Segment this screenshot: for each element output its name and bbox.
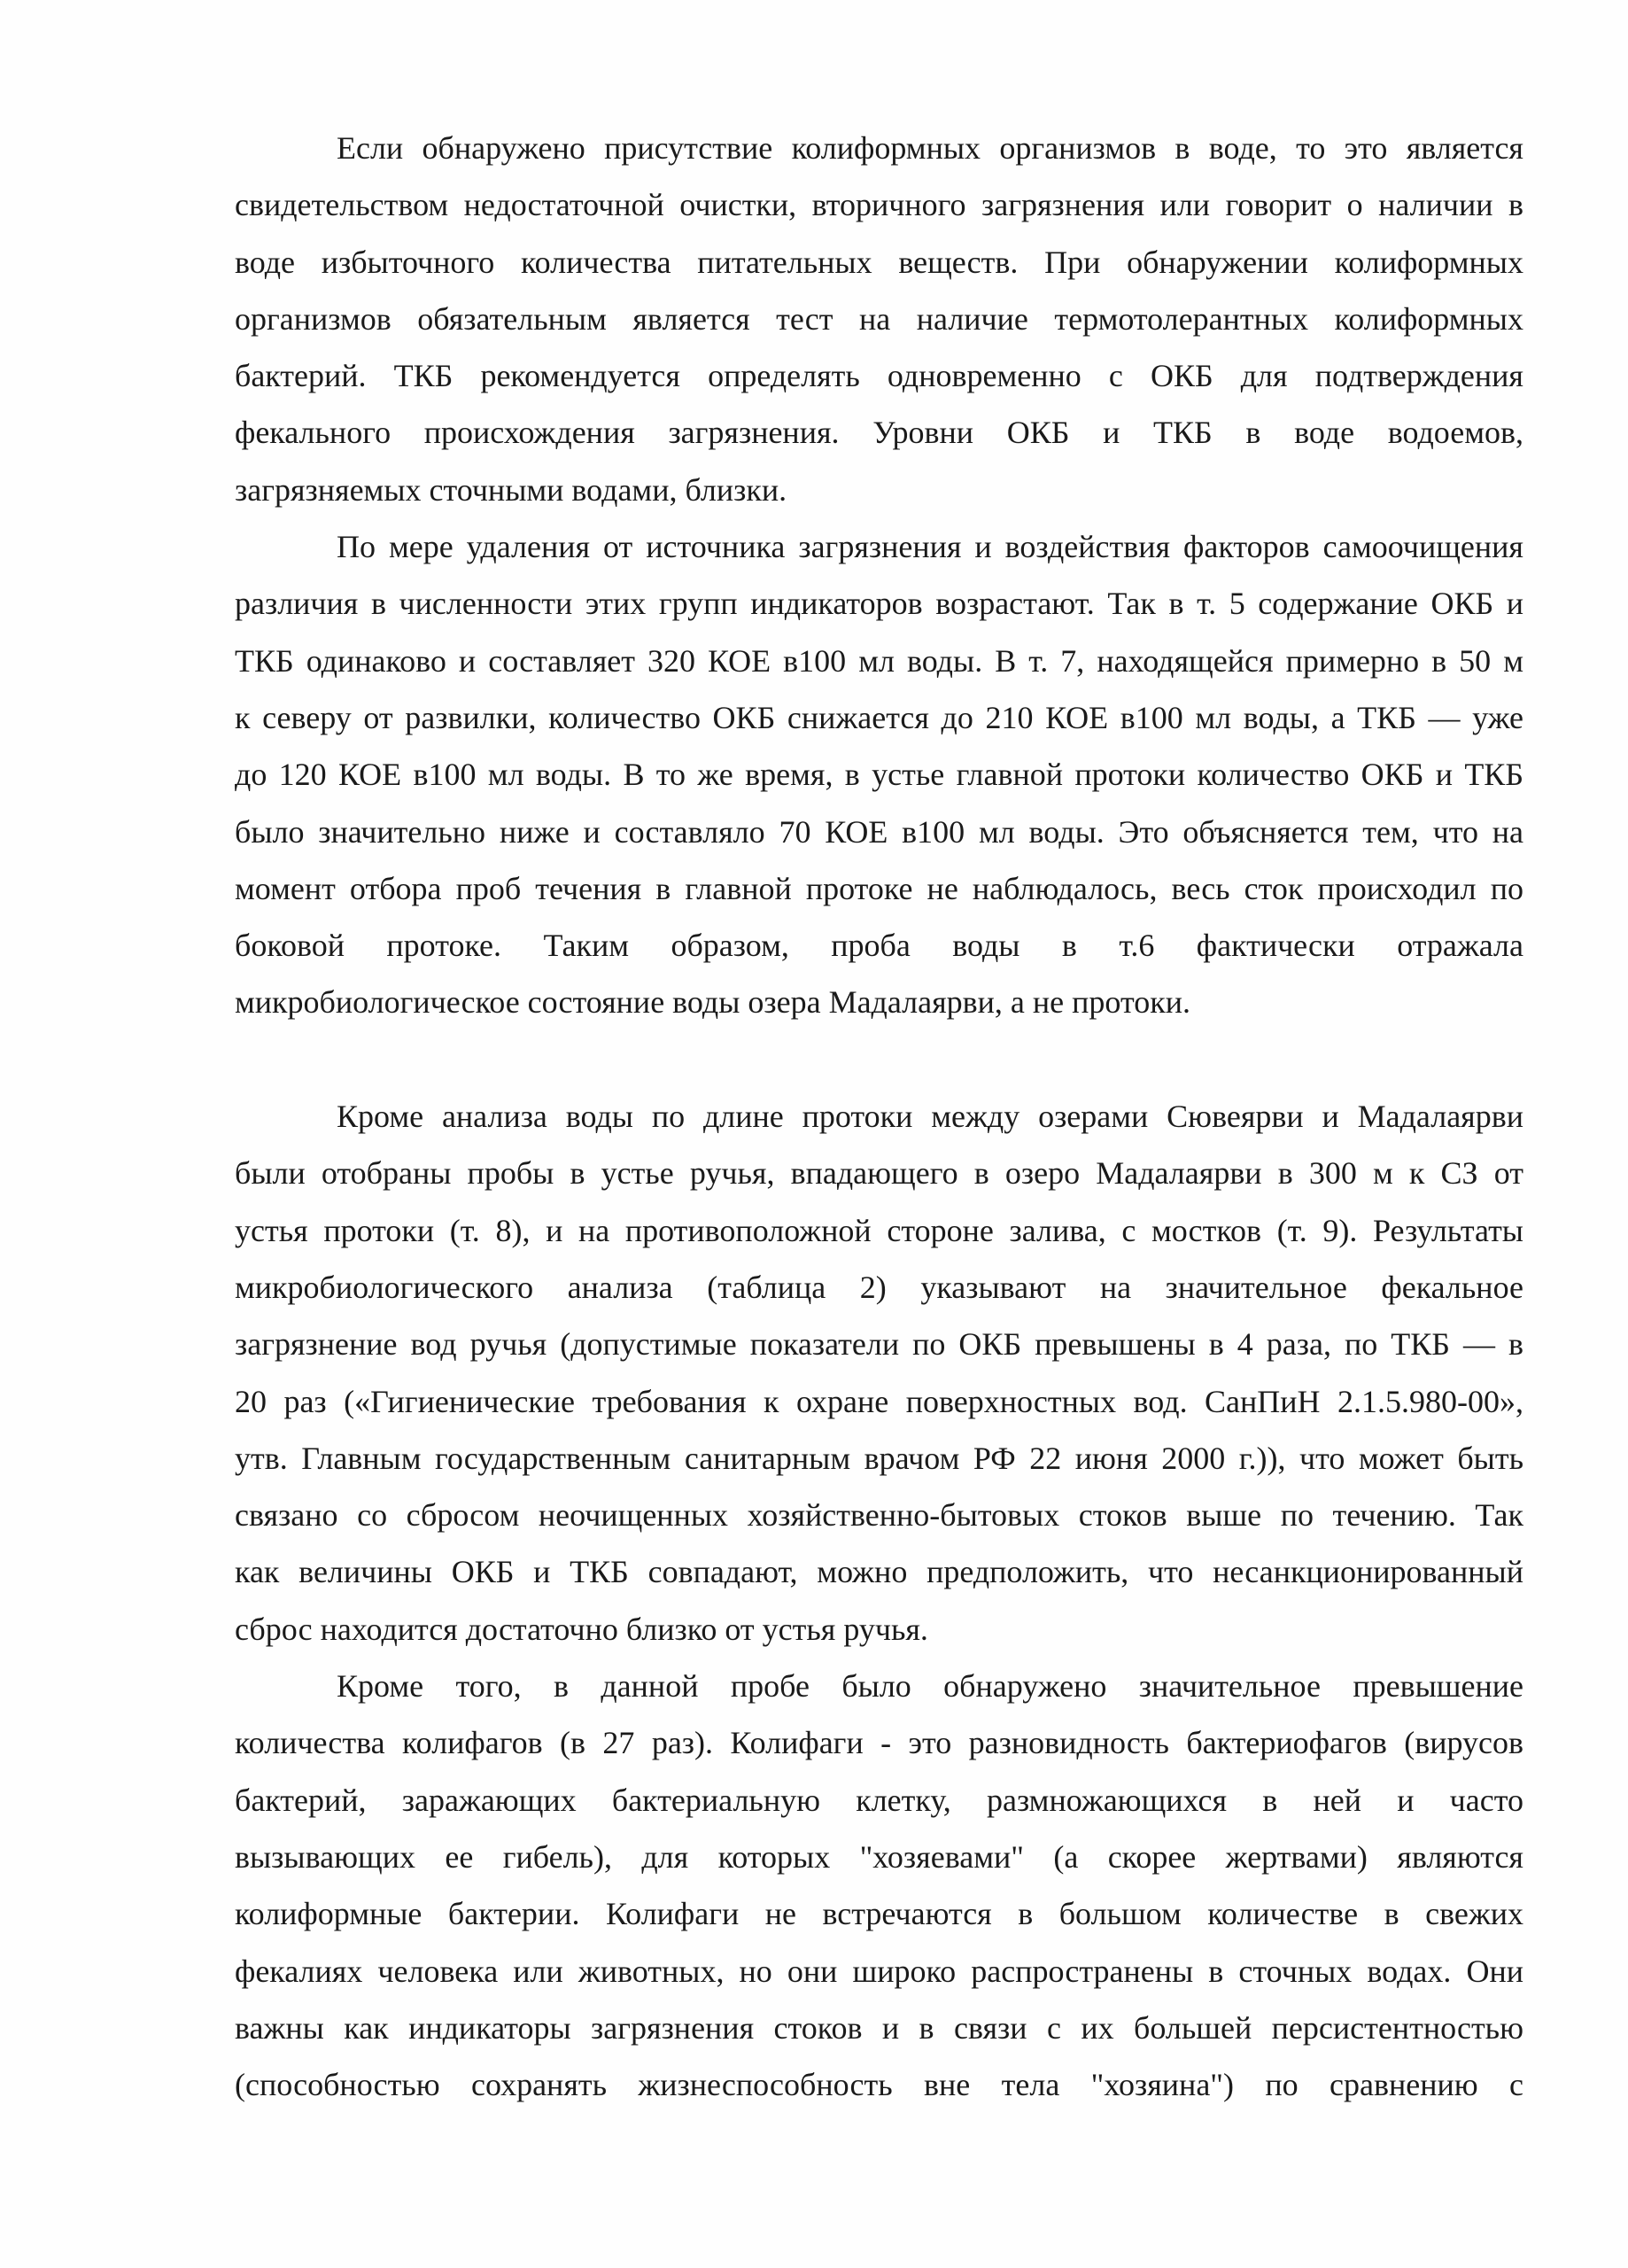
paragraph-coliphages [235, 1658, 1523, 2113]
text-line: как величины ОКБ и ТКБ совпадают, можно предположить, что несанкционированный [235, 1554, 1523, 1590]
paragraph-stream-samples [235, 1088, 1523, 1658]
text-line: фекалиях человека или животных, но они широко распространены в сточных водах. Они [235, 1953, 1523, 1989]
text-line: различия в численности этих групп индикаторов возрастают. Так в т. 5 содержание ОКБ и [235, 586, 1523, 622]
text-line: Кроме того, в данной пробе было обнаружено значительное превышение [337, 1668, 1523, 1705]
text-line: загрязняемых сточными водами, близки. [235, 471, 787, 508]
text-line: ТКБ одинаково и составляет 320 КОЕ в100 мл воды. В т. 7, находящейся примерно в 50 м [235, 642, 1523, 679]
text-line: Кроме анализа воды по длине протоки между озерами Сювеярви и Мадалаярви [337, 1099, 1523, 1135]
text-line: было значительно ниже и составляло 70 КОЕ в100 мл воды. Это объясняется тем, что на [235, 813, 1523, 850]
text-line: колиформные бактерии. Колифаги не встречаются в большом количестве в свежих [235, 1896, 1523, 1932]
text-line: сброс находится достаточно близко от устья ручья. [235, 1611, 928, 1647]
text-line: микробиологического анализа (таблица 2) указывают на значительное фекальное [235, 1269, 1523, 1305]
text-line: свидетельством недостаточной очистки, вторичного загрязнения или говорит о наличии в [235, 187, 1523, 223]
text-line: связано со сбросом неочищенных хозяйственно-бытовых стоков выше по течению. Так [235, 1497, 1523, 1534]
text-line: микробиологическое состояние воды озера Мадалаярви, а не протоки. [235, 984, 1190, 1021]
text-line: бактерий, заражающих бактериальную клетку, размножающихся в ней и часто [235, 1782, 1523, 1818]
text-line: загрязнение вод ручья (допустимые показатели по ОКБ превышены в 4 раза, по ТКБ — в [235, 1326, 1523, 1363]
text-line: 20 раз («Гигиенические требования к охране поверхностных вод. СанПиН 2.1.5.980-00», [235, 1383, 1523, 1419]
text-line: По мере удаления от источника загрязнения и воздействия факторов самоочищения [337, 529, 1523, 565]
text-line: бактерий. ТКБ рекомендуется определять одновременно с ОКБ для подтверждения [235, 358, 1523, 394]
paragraph-self-purification [235, 518, 1523, 1031]
text-line: количества колифагов (в 27 раз). Колифаги - это разновидность бактериофагов (вирусов [235, 1725, 1523, 1761]
text-line: Если обнаружено присутствие колиформных организмов в воде, то это является [337, 130, 1523, 166]
text-line: были отобраны пробы в устье ручья, впадающего в озеро Мадалаярви в 300 м к СЗ от [235, 1155, 1523, 1192]
text-line: до 120 КОЕ в100 мл воды. В то же время, в устье главной протоки количество ОКБ и ТКБ [235, 757, 1523, 793]
text-line: важны как индикаторы загрязнения стоков и в связи с их большей персистентностью [235, 2009, 1523, 2046]
text-line: воде избыточного количества питательных веществ. При обнаружении колиформных [235, 244, 1523, 280]
text-line: устья протоки (т. 8), и на противоположной стороне залива, с мостков (т. 9). Результаты [235, 1212, 1523, 1248]
text-line: момент отбора проб течения в главной протоке не наблюдалось, весь сток происходил по [235, 870, 1523, 906]
text-body [235, 120, 1523, 2113]
text-line: фекального происхождения загрязнения. Уровни ОКБ и ТКБ в воде водоемов, [235, 415, 1523, 451]
text-line: вызывающих ее гибель), для которых "хозяевами" (а скорее жертвами) являются [235, 1838, 1523, 1875]
text-line: утв. Главным государственным санитарным врачом РФ 22 июня 2000 г.)), что может быть [235, 1440, 1523, 1476]
text-line: боковой протоке. Таким образом, проба воды в т.6 фактически отражала [235, 928, 1523, 964]
paragraph-coliform-detection [235, 120, 1523, 518]
text-line: (способностью сохранять жизнеспособность вне тела "хозяина") по сравнению с [235, 2067, 1523, 2103]
text-line: организмов обязательным является тест на наличие термотолерантных колиформных [235, 300, 1523, 337]
text-line: к северу от развилки, количество ОКБ снижается до 210 КОЕ в100 мл воды, а ТКБ — уже [235, 699, 1523, 735]
